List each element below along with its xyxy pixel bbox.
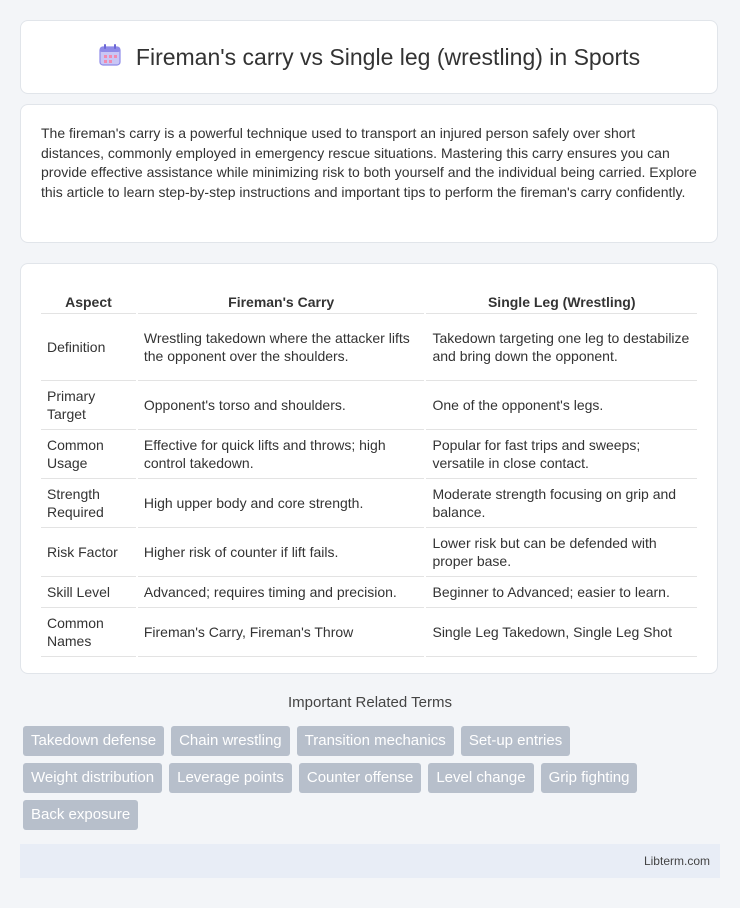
- tag-level-change[interactable]: Level change: [428, 763, 533, 793]
- row-single-leg: Beginner to Advanced; easier to learn.: [426, 577, 697, 608]
- table-row: [41, 577, 697, 608]
- row-firemans-carry: Effective for quick lifts and throws; high control takedown.: [138, 430, 425, 479]
- tag-leverage-points[interactable]: Leverage points: [169, 763, 292, 793]
- tag-chain-wrestling[interactable]: Chain wrestling: [171, 726, 290, 756]
- tag-grip-fighting[interactable]: Grip fighting: [541, 763, 638, 793]
- row-firemans-carry: Higher risk of counter if lift fails.: [138, 528, 425, 577]
- row-aspect: Common Names: [41, 608, 136, 657]
- table-row: [41, 608, 697, 657]
- row-aspect: Strength Required: [41, 479, 136, 528]
- row-single-leg: One of the opponent's legs.: [426, 381, 697, 430]
- related-terms-title: Important Related Terms: [288, 694, 452, 711]
- intro-card: [20, 104, 718, 243]
- header-aspect: Aspect: [41, 284, 136, 314]
- page-title: Fireman's carry vs Single leg (wrestling) in Sports: [135, 43, 641, 70]
- row-single-leg: Popular for fast trips and sweeps; versatile in close contact.: [426, 430, 697, 479]
- tag-counter-offense[interactable]: Counter offense: [299, 763, 421, 793]
- footer: [20, 844, 720, 878]
- calendar-icon: [98, 42, 124, 73]
- table-row: [41, 314, 697, 381]
- header-firemans-carry: Fireman's Carry: [138, 284, 425, 314]
- tag-transition-mechanics[interactable]: Transition mechanics: [297, 726, 454, 756]
- intro-text: The fireman's carry is a powerful technique used to transport an injured person safely over short distances, commonly employed in emergency rescue situations. Mastering this carry ensures you can provide effective assistance while minimizing risk to both yourself and the individual being carried. Explore this article to learn step-by-step instructions and important tips to perform the fireman's carry confidently.: [41, 125, 697, 200]
- footer-site-link[interactable]: Libterm.com: [643, 854, 710, 868]
- table-row: [41, 479, 697, 528]
- row-single-leg: Takedown targeting one leg to destabilize and bring down the opponent.: [426, 314, 697, 381]
- header-card: [20, 20, 718, 94]
- table-row: [41, 381, 697, 430]
- row-single-leg: Lower risk but can be defended with proper base.: [426, 528, 697, 577]
- tag-weight-distribution[interactable]: Weight distribution: [23, 763, 162, 793]
- row-single-leg: Moderate strength focusing on grip and balance.: [426, 479, 697, 528]
- comparison-card: [20, 263, 718, 674]
- row-firemans-carry: Wrestling takedown where the attacker lifts the opponent over the shoulders.: [138, 314, 425, 381]
- tag-set-up-entries[interactable]: Set-up entries: [461, 726, 570, 756]
- header-single-leg: Single Leg (Wrestling): [426, 284, 697, 314]
- row-aspect: Common Usage: [41, 430, 136, 479]
- row-aspect: Risk Factor: [41, 528, 136, 577]
- row-single-leg: Single Leg Takedown, Single Leg Shot: [426, 608, 697, 657]
- table-row: [41, 430, 697, 479]
- table-row: [41, 528, 697, 577]
- related-terms-list: [23, 726, 713, 837]
- table-header-row: [41, 284, 697, 314]
- comparison-table: [39, 284, 699, 657]
- row-firemans-carry: Opponent's torso and shoulders.: [138, 381, 425, 430]
- row-firemans-carry: Advanced; requires timing and precision.: [138, 577, 425, 608]
- row-firemans-carry: Fireman's Carry, Fireman's Throw: [138, 608, 425, 657]
- row-firemans-carry: High upper body and core strength.: [138, 479, 425, 528]
- row-aspect: Skill Level: [41, 577, 136, 608]
- tag-back-exposure[interactable]: Back exposure: [23, 800, 138, 830]
- row-aspect: Primary Target: [41, 381, 136, 430]
- row-aspect: Definition: [41, 314, 136, 381]
- tag-takedown-defense[interactable]: Takedown defense: [23, 726, 164, 756]
